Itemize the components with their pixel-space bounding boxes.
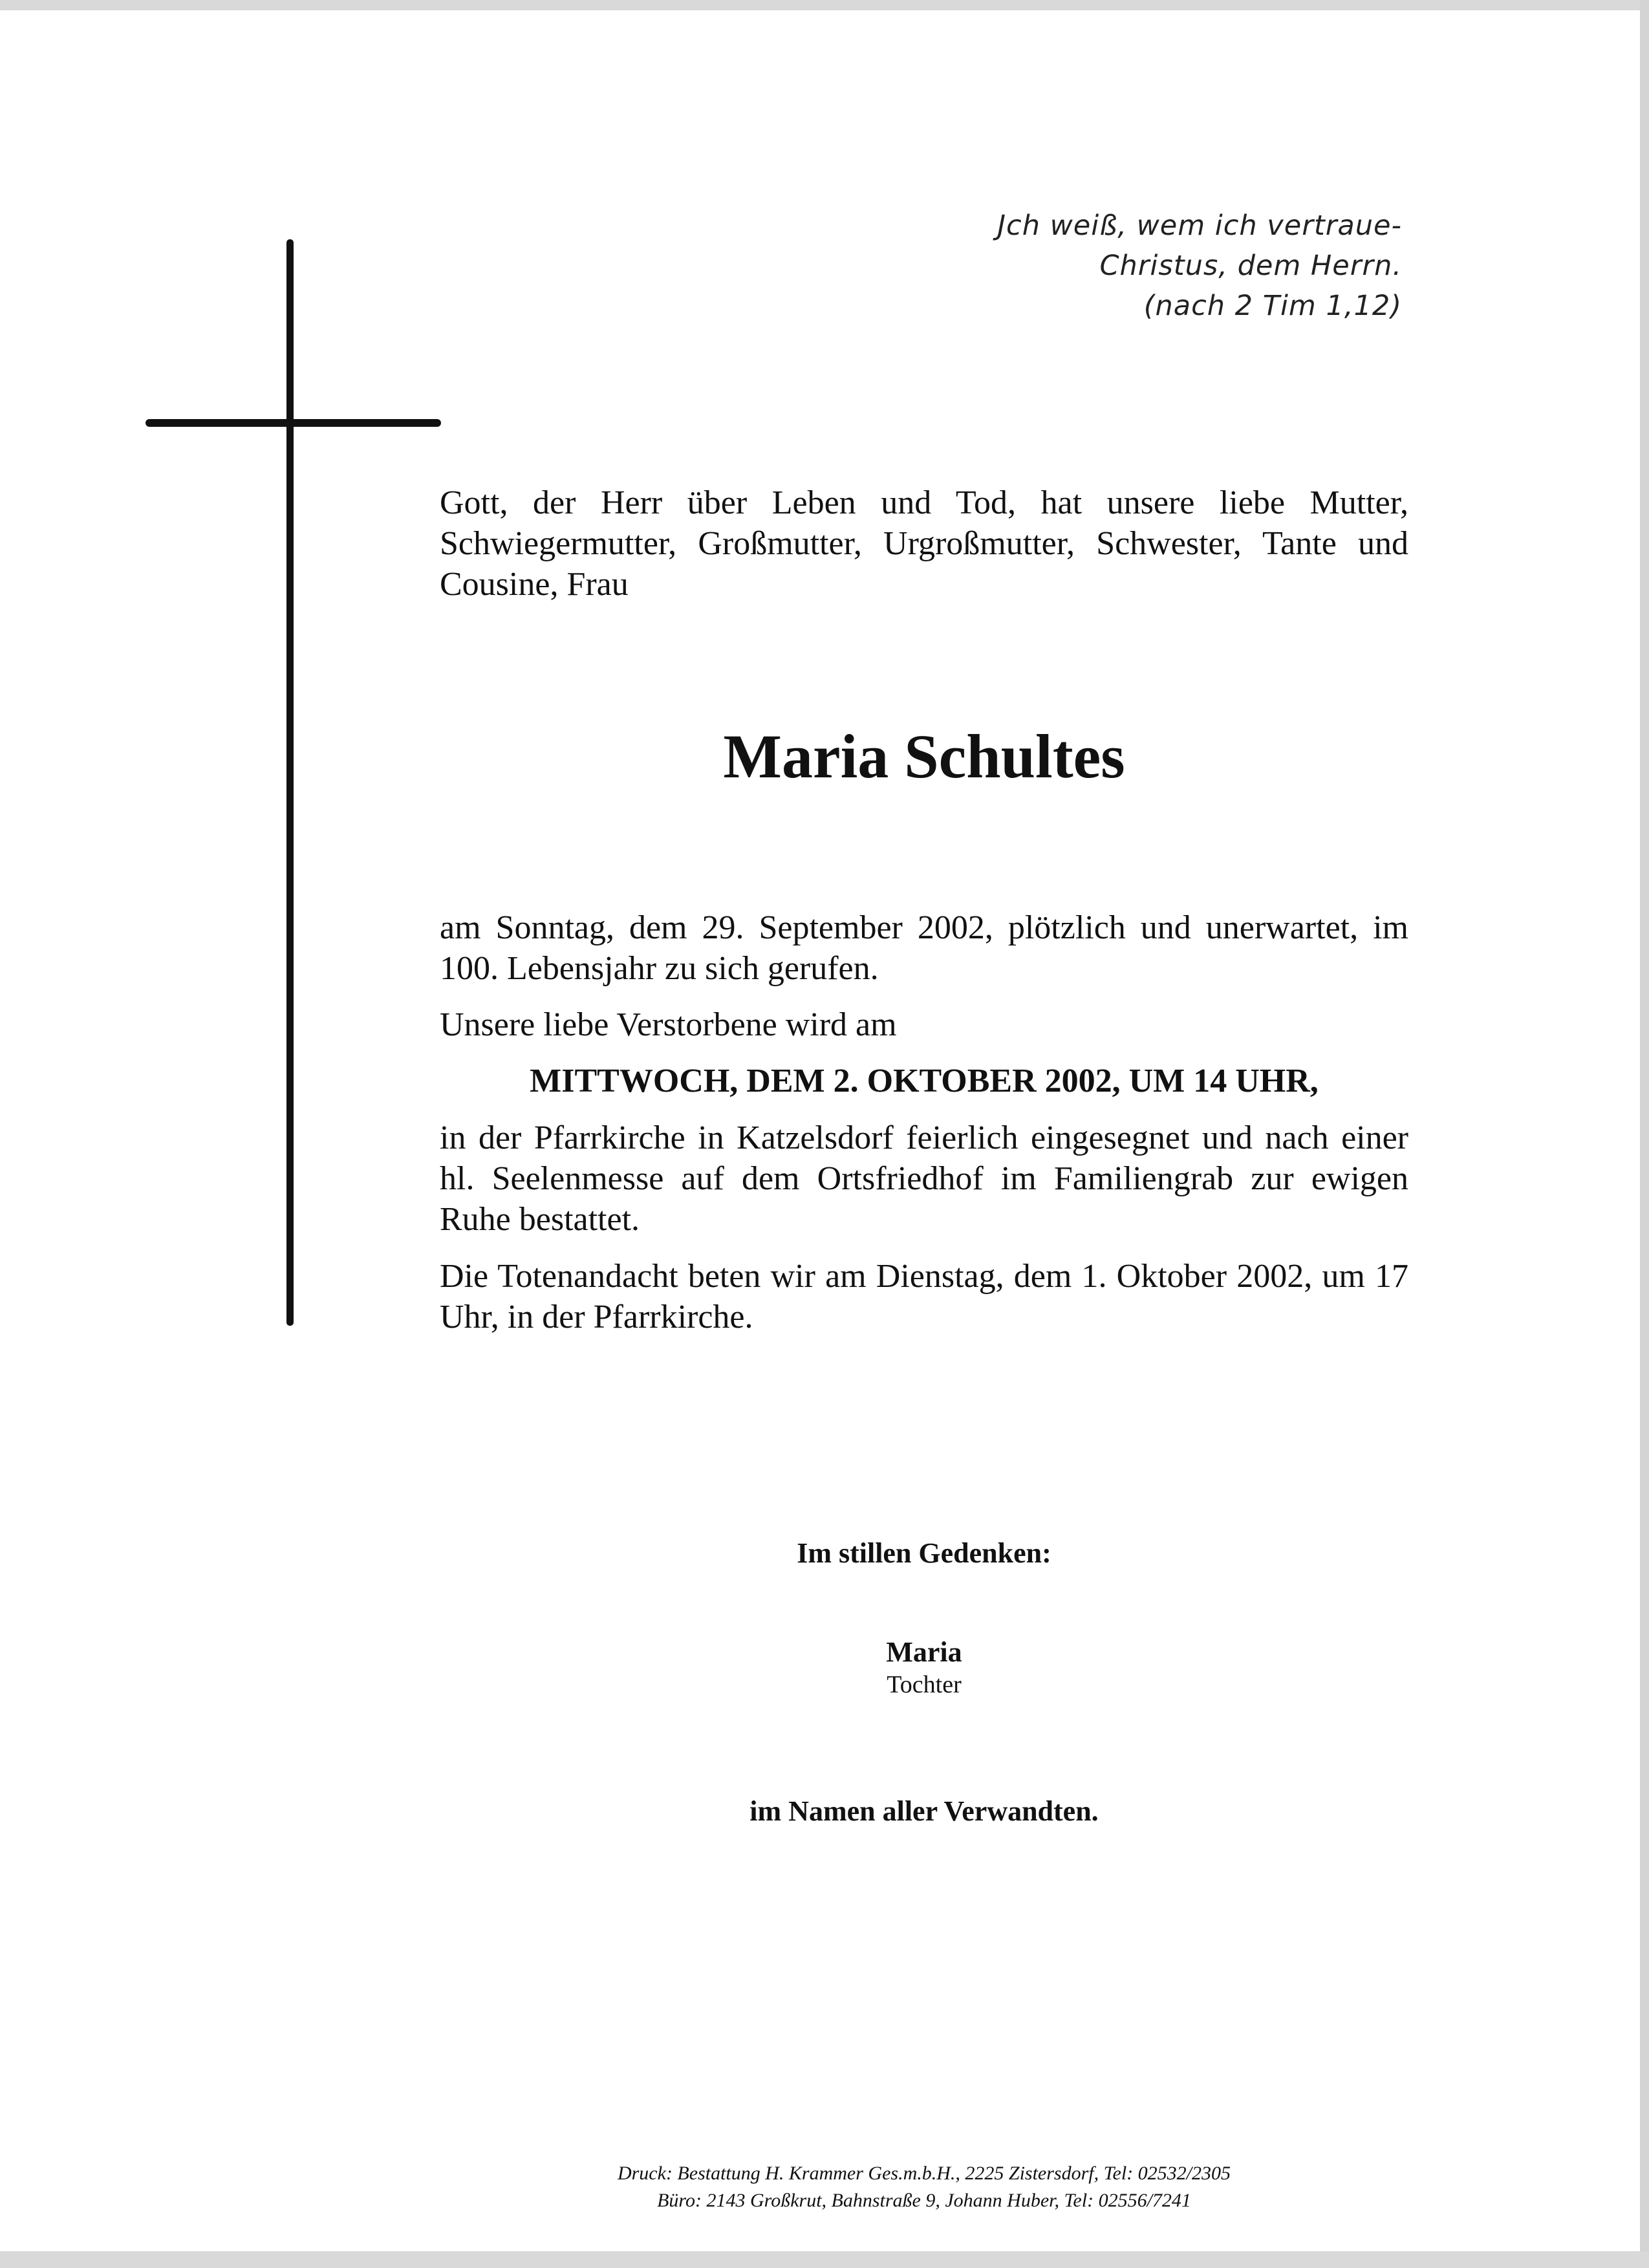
quote-line: Christus, dem Herrn. — [1099, 250, 1402, 282]
intro-paragraph: Gott, der Herr über Leben und Tod, hat unsere liebe Mutter, Schwiegermutter, Großmutter, Urgroßmutter, Schwester, Tante und Cousine, Frau — [440, 484, 1408, 603]
prayer-paragraph: Die Totenandacht beten wir am Dienstag, dem 1. Oktober 2002, um 17 Uhr, in der Pfarrkirche. — [440, 1258, 1408, 1335]
memorial-heading: Im stillen Gedenken: — [797, 1537, 1051, 1569]
burial-intro-line: Unsere liebe Verstorbene wird am — [440, 1006, 897, 1043]
quote-reference: (nach 2 Tim 1,12) — [1143, 290, 1402, 322]
scan-edge-right — [1640, 0, 1649, 2268]
footer-printer-line: Druck: Bestattung H. Krammer Ges.m.b.H., 2225 Zistersdorf, Tel: 02532/2305 — [617, 2163, 1231, 2184]
relatives-line: im Namen aller Verwandten. — [749, 1795, 1099, 1827]
ceremony-paragraph: in der Pfarrkirche in Katzelsdorf feierlich eingesegnet und nach einer hl. Seelenmesse auf dem Ortsfriedhof im Familiengrab zur ewigen Ruhe bestattet. — [440, 1119, 1408, 1238]
quote-line: Jch weiß, wem ich vertraue- — [997, 210, 1402, 242]
mourner-relation: Tochter — [887, 1671, 962, 1698]
funeral-date: MITTWOCH, DEM 2. OKTOBER 2002, UM 14 UHR, — [530, 1063, 1319, 1099]
death-notice-paragraph: am Sonntag, dem 29. September 2002, plötzlich und unerwartet, im 100. Lebensjahr zu sich gerufen. — [440, 909, 1408, 987]
printer-footer — [440, 2160, 1408, 2214]
mourner-name: Maria — [886, 1636, 962, 1668]
scan-edge-top — [0, 0, 1649, 10]
footer-office-line: Büro: 2143 Großkrut, Bahnstraße 9, Johann Huber, Tel: 02556/7241 — [657, 2190, 1191, 2211]
cross-icon-vertical-bar — [286, 239, 294, 1326]
deceased-name: Maria Schultes — [723, 722, 1125, 791]
scan-edge-bottom — [0, 2251, 1649, 2268]
bible-quote — [820, 206, 1402, 326]
cross-icon-horizontal-bar — [146, 419, 441, 427]
